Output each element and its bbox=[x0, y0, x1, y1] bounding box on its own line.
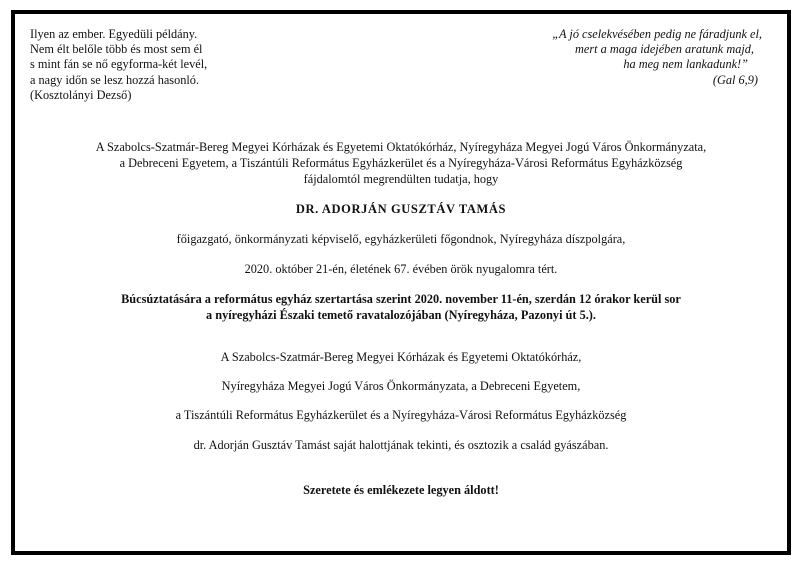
mourners-line: a Tiszántúli Református Egyházkerület és a Nyíregyháza-Városi Református Egyházközség bbox=[175, 408, 627, 422]
bible-line: „A jó cselekvésében pedig ne fáradjunk el, bbox=[552, 27, 762, 41]
bible-quote bbox=[552, 27, 762, 88]
intro-line: a Debreceni Egyetem, a Tiszántúli Református Egyházkerület és a Nyíregyháza-Városi Református Egyházközség bbox=[119, 156, 683, 170]
poem-line: s mint fán se nő egyforma-két levél, bbox=[30, 57, 208, 72]
bible-line: ha meg nem lankadunk!” bbox=[623, 57, 748, 72]
death-notice: 2020. október 21-én, életének 67. évében örök nyugalomra tért. bbox=[244, 262, 558, 276]
poem-quote bbox=[30, 27, 207, 103]
mourners-line: A Szabolcs-Szatmár-Bereg Megyei Kórházak és Egyetemi Oktatókórház, bbox=[220, 350, 582, 364]
poem-author: (Kosztolányi Dezső) bbox=[30, 87, 132, 102]
bible-line: mert a maga idejében aratunk majd, bbox=[575, 42, 754, 57]
deceased-name: DR. ADORJÁN GUSZTÁV TAMÁS bbox=[295, 202, 507, 216]
poem-line: a nagy időn se lesz hozzá hasonló. bbox=[30, 72, 200, 87]
mourners-line: dr. Adorján Gusztáv Tamást saját halottjának tekinti, és osztozik a család gyászában. bbox=[193, 438, 609, 452]
closing-blessing: Szeretete és emlékezete legyen áldott! bbox=[303, 483, 499, 497]
mourners-line: Nyíregyháza Megyei Jogú Város Önkormányzata, a Debreceni Egyetem, bbox=[221, 379, 581, 393]
funeral-line: Búcsúztatására a református egyház szertartása szerint 2020. november 11-én, szerdán 12 órakor kerül sor bbox=[121, 292, 681, 306]
intro-line: fájdalomtól megrendülten tudatja, hogy bbox=[303, 172, 499, 186]
deceased-titles: főigazgató, önkormányzati képviselő, egyházkerületi főgondnok, Nyíregyháza díszpolgára, bbox=[176, 232, 626, 246]
bible-reference: (Gal 6,9) bbox=[712, 72, 758, 87]
poem-line: Ilyen az ember. Egyedüli példány. bbox=[30, 27, 198, 41]
poem-line: Nem élt belőle több és most sem él bbox=[30, 42, 203, 57]
funeral-line: a nyíregyházi Északi temető ravatalozójában (Nyíregyháza, Pazonyi út 5.). bbox=[206, 308, 596, 322]
intro-line: A Szabolcs-Szatmár-Bereg Megyei Kórházak és Egyetemi Oktatókórház, Nyíregyháza Megyei Jogú Város Önkormányzata, bbox=[95, 140, 707, 154]
